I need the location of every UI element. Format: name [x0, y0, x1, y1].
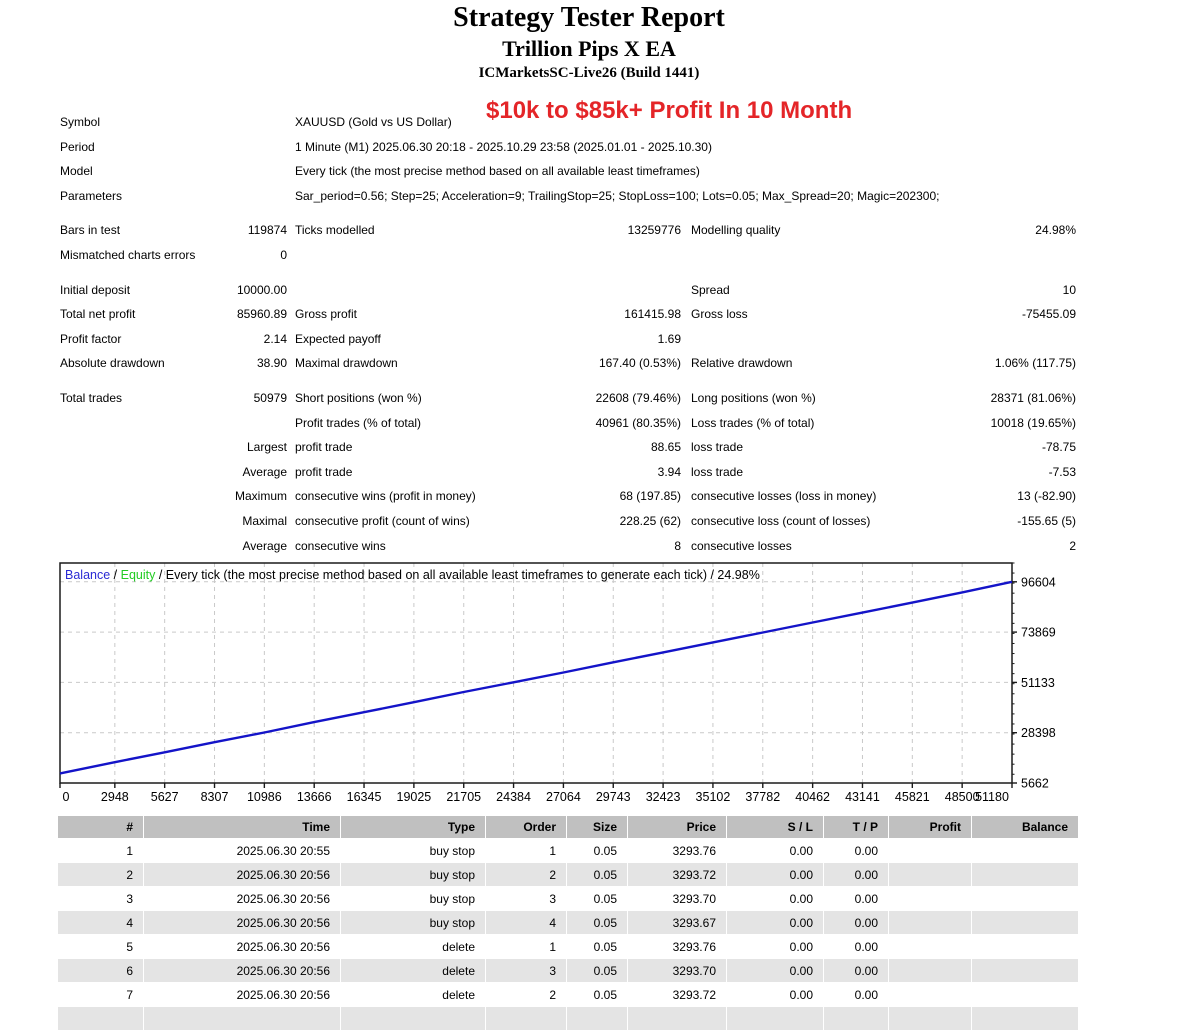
balance-line: [60, 582, 1012, 774]
y-axis-label: 51133: [1021, 675, 1055, 690]
stat-value-wide: 1 Minute (M1) 2025.06.30 20:18 - 2025.10.29 23:58 (2025.01.01 - 2025.10.30): [295, 139, 712, 154]
orders-column-header: Time: [144, 816, 340, 838]
x-axis-label: 48500: [944, 790, 980, 804]
stats-row: [60, 411, 1076, 436]
order-cell: [972, 983, 1078, 1006]
stat-value: 119874: [247, 223, 287, 238]
order-cell: 2: [58, 863, 143, 886]
stat-value: 10018 (19.65%): [990, 415, 1076, 430]
order-cell: [58, 1007, 143, 1030]
x-axis-label: 43141: [845, 790, 880, 804]
order-cell: 3293.76: [672, 939, 716, 954]
stat-label: Long positions (won %): [691, 390, 816, 405]
stat-label: loss trade: [691, 464, 744, 479]
stat-label: consecutive profit (count of wins): [295, 513, 470, 528]
stat-label: consecutive losses: [691, 538, 792, 553]
stat-value: 0: [280, 247, 287, 262]
order-cell: 5: [126, 939, 133, 954]
order-cell: buy stop: [341, 911, 485, 934]
order-cell: 0.00: [824, 863, 888, 886]
order-cell: 3: [486, 959, 566, 982]
stat-label: Total net profit: [60, 307, 136, 322]
stat-value: 13 (-82.90): [1017, 489, 1076, 504]
stat-label: consecutive wins (profit in money): [295, 489, 476, 504]
order-cell: 2025.06.30 20:55: [236, 843, 330, 858]
order-cell: 0.00: [824, 959, 888, 982]
order-cell: 3: [549, 891, 556, 906]
stat-label: profit trade: [295, 464, 353, 479]
x-axis-label: 0: [62, 790, 70, 804]
stats-row: [60, 484, 1076, 509]
stat-label: Ticks modelled: [295, 223, 375, 238]
stat-label-right: Average: [242, 464, 287, 479]
y-axis-label: 73869: [1021, 625, 1056, 640]
stat-label: Parameters: [60, 188, 123, 203]
stat-value: 85960.89: [236, 307, 287, 322]
legend-equity: Equity: [120, 568, 156, 582]
order-cell: [972, 935, 1078, 958]
order-cell: [628, 1007, 726, 1030]
stats-row: [60, 218, 1076, 243]
stat-label-right: Maximal: [242, 513, 287, 528]
order-cell: [889, 887, 971, 910]
order-cell: 4: [58, 911, 143, 934]
order-cell: 2025.06.30 20:56: [144, 863, 340, 886]
legend-separator: /: [110, 568, 121, 582]
chart-border: [60, 563, 1012, 783]
legend-description: Every tick (the most precise method based on all available least timeframes to generate each tick) / 24.98%: [165, 568, 760, 582]
order-row: [58, 839, 1078, 862]
stat-value: 38.90: [256, 356, 287, 371]
stat-value: -75455.09: [1021, 307, 1076, 322]
order-cell: 0.05: [593, 987, 617, 1002]
stat-value: 13259776: [627, 223, 681, 238]
balance-chart: [0, 558, 1178, 804]
order-cell: 2025.06.30 20:56: [236, 939, 330, 954]
stats-row: [60, 351, 1076, 376]
stat-value: 10000.00: [236, 282, 287, 297]
order-cell: 2: [486, 863, 566, 886]
stat-label: Expected payoff: [295, 331, 381, 346]
x-axis-label: 10986: [246, 790, 282, 804]
x-axis-label: 2948: [100, 790, 129, 804]
stat-label: loss trade: [691, 440, 744, 455]
order-cell: delete: [442, 987, 475, 1002]
stat-value: 3.94: [657, 464, 681, 479]
order-cell: [486, 1007, 566, 1030]
orders-column-header: Profit: [889, 816, 971, 838]
order-cell: [889, 983, 971, 1006]
stat-label-right: Average: [242, 538, 287, 553]
order-cell: 0.00: [789, 939, 813, 954]
x-axis-label: 16345: [346, 790, 382, 804]
order-cell: [972, 839, 1078, 862]
x-axis-label: 5627: [150, 790, 179, 804]
order-cell: delete: [442, 939, 475, 954]
order-row: [58, 959, 1078, 982]
order-row: [58, 935, 1078, 958]
stat-value: 50979: [253, 390, 287, 405]
order-cell: 0.00: [727, 911, 823, 934]
order-cell: 3293.72: [628, 863, 726, 886]
orders-header-row: [58, 816, 1078, 838]
order-cell: 3293.70: [628, 959, 726, 982]
order-cell: [567, 1007, 627, 1030]
stat-value: 40961 (80.35%): [595, 415, 681, 430]
stat-label-right: Largest: [246, 440, 287, 455]
stat-label: Absolute drawdown: [60, 356, 165, 371]
order-cell: 0.05: [567, 863, 627, 886]
stats-row: [60, 327, 1076, 352]
stat-label: Spread: [691, 282, 730, 297]
stats-row: [60, 386, 1076, 411]
stats-row: [60, 159, 1076, 184]
stat-label: Period: [60, 139, 95, 154]
x-axis-label: 19025: [396, 790, 432, 804]
order-row: [58, 983, 1078, 1006]
stat-label: Profit trades (% of total): [295, 415, 422, 430]
stat-value: -7.53: [1048, 464, 1076, 479]
stats-row: [60, 509, 1076, 534]
order-cell: 2025.06.30 20:56: [236, 891, 330, 906]
stats-row: [60, 243, 1076, 268]
orders-column-header: #: [58, 816, 143, 838]
stat-value: -78.75: [1041, 440, 1076, 455]
orders-column-header: Price: [628, 816, 726, 838]
stat-value: 10: [1062, 282, 1076, 297]
stat-value: 68 (197.85): [619, 489, 681, 504]
chart-legend: [65, 567, 760, 583]
stat-value: 24.98%: [1035, 223, 1076, 238]
x-axis-label: 51180: [975, 790, 1009, 804]
stat-label: Model: [60, 164, 93, 179]
order-cell: 0.00: [824, 911, 888, 934]
stat-value: -155.65 (5): [1017, 513, 1076, 528]
stat-label: Gross profit: [295, 307, 358, 322]
orders-column-header: T / P: [824, 816, 888, 838]
x-axis-label: 24384: [496, 790, 531, 804]
stat-label: Short positions (won %): [295, 390, 422, 405]
order-cell: buy stop: [341, 863, 485, 886]
stat-label: Gross loss: [691, 307, 748, 322]
order-cell: 3: [126, 891, 133, 906]
stat-label: Modelling quality: [691, 223, 781, 238]
order-cell: 0.00: [854, 891, 878, 906]
stat-label: Symbol: [60, 115, 101, 129]
order-cell: buy stop: [429, 843, 475, 858]
order-cell: 1: [549, 939, 556, 954]
y-axis-label: 96604: [1021, 575, 1056, 590]
stat-value: 2: [1069, 538, 1076, 553]
order-cell: 0.00: [854, 843, 878, 858]
orders-column-header: Type: [341, 816, 485, 838]
stat-value: 1.69: [657, 331, 681, 346]
x-axis-label: 40462: [795, 790, 831, 804]
order-cell: 0.00: [789, 987, 813, 1002]
stat-label: Profit factor: [60, 331, 122, 346]
order-cell: [889, 959, 971, 982]
stat-value-wide: Every tick (the most precise method based on all available least timeframes): [295, 164, 700, 179]
order-cell: 0.00: [854, 939, 878, 954]
promo-banner-text: $10k to $85k+ Profit In 10 Month: [486, 97, 853, 124]
stat-value: 88.65: [650, 440, 681, 455]
orders-column-header: Order: [486, 816, 566, 838]
order-cell: [824, 1007, 888, 1030]
order-cell: 3293.70: [672, 891, 716, 906]
orders-column-header: Size: [567, 816, 627, 838]
order-cell: [889, 1007, 971, 1030]
stats-row: [60, 302, 1076, 327]
x-axis-label: 35102: [695, 790, 731, 804]
x-axis-label: 45821: [894, 790, 930, 804]
order-cell: [889, 839, 971, 862]
order-cell: 6: [58, 959, 143, 982]
order-row-partial: [58, 1007, 1078, 1030]
server-build: ICMarketsSC-Live26 (Build 1441): [478, 65, 700, 81]
order-cell: buy stop: [429, 891, 475, 906]
stats-row: [60, 460, 1076, 485]
stat-value: 1.06% (117.75): [994, 356, 1076, 371]
order-row: [58, 887, 1078, 910]
order-cell: 2025.06.30 20:56: [144, 959, 340, 982]
orders-column-header: S / L: [727, 816, 823, 838]
order-cell: [144, 1007, 340, 1030]
stat-label: Bars in test: [60, 223, 121, 238]
stat-label: consecutive losses (loss in money): [691, 489, 877, 504]
report-title: Strategy Tester Report: [453, 2, 725, 33]
stat-value: 8: [674, 538, 681, 553]
order-cell: delete: [341, 959, 485, 982]
stat-label: Mismatched charts errors: [60, 247, 196, 262]
order-cell: 2: [549, 987, 556, 1002]
order-cell: 7: [126, 987, 133, 1002]
stats-row: [60, 184, 1076, 209]
y-axis-label: 5662: [1021, 776, 1049, 791]
orders-table: [57, 815, 1079, 1031]
order-cell: [889, 863, 971, 886]
order-cell: 0.00: [727, 863, 823, 886]
order-cell: 1: [126, 843, 133, 858]
order-cell: 3293.76: [672, 843, 716, 858]
statistics-section: [60, 110, 1076, 558]
order-cell: 0.05: [593, 939, 617, 954]
x-axis-label: 27064: [546, 790, 581, 804]
order-cell: 0.00: [789, 891, 813, 906]
stat-value: 2.14: [263, 331, 287, 346]
stat-label: consecutive loss (count of losses): [691, 513, 871, 528]
stat-value: 28371 (81.06%): [990, 390, 1076, 405]
stats-row: [60, 278, 1076, 303]
stat-label: Initial deposit: [60, 282, 131, 297]
order-cell: 0.00: [854, 987, 878, 1002]
legend-separator2: /: [155, 568, 166, 582]
x-axis-label: 8307: [200, 790, 229, 804]
stat-value-wide: XAUUSD (Gold vs US Dollar): [295, 115, 452, 129]
order-cell: 3293.67: [628, 911, 726, 934]
stat-label-right: Maximum: [234, 489, 287, 504]
order-cell: [889, 911, 971, 934]
order-cell: 3293.72: [672, 987, 716, 1002]
order-cell: 4: [486, 911, 566, 934]
order-cell: 0.05: [567, 959, 627, 982]
stat-label: Maximal drawdown: [295, 356, 398, 371]
x-axis-label: 21705: [446, 790, 482, 804]
x-axis-label: 37782: [745, 790, 781, 804]
stats-row: [60, 110, 1076, 135]
stats-row: [60, 135, 1076, 160]
order-cell: [972, 1007, 1078, 1030]
stat-label: Loss trades (% of total): [691, 415, 815, 430]
order-cell: [972, 911, 1078, 934]
x-axis-label: 29743: [595, 790, 631, 804]
order-cell: 0.05: [593, 843, 617, 858]
order-cell: 0.00: [789, 843, 813, 858]
order-cell: [727, 1007, 823, 1030]
order-cell: [341, 1007, 485, 1030]
stat-value: 167.40 (0.53%): [598, 356, 681, 371]
orders-column-header: Balance: [972, 816, 1078, 838]
order-cell: [972, 863, 1078, 886]
x-axis-label: 32423: [645, 790, 681, 804]
order-cell: 0.05: [567, 911, 627, 934]
stats-row: [60, 435, 1076, 460]
legend-balance: Balance: [65, 568, 111, 582]
y-axis-label: 28398: [1021, 726, 1056, 741]
stats-row: [60, 534, 1076, 559]
order-cell: 0.00: [727, 959, 823, 982]
order-cell: [972, 887, 1078, 910]
stat-label: profit trade: [295, 440, 353, 455]
order-row: [58, 863, 1078, 886]
ea-name: Trillion Pips X EA: [502, 36, 676, 61]
stat-value: 22608 (79.46%): [595, 390, 681, 405]
balance-chart-canvas: [0, 558, 1178, 804]
order-cell: [972, 959, 1078, 982]
order-cell: 2025.06.30 20:56: [236, 987, 330, 1002]
stat-label: Relative drawdown: [691, 356, 793, 371]
stat-value: 161415.98: [624, 307, 681, 322]
stat-value: 228.25 (62): [619, 513, 681, 528]
stat-label: Total trades: [60, 390, 123, 405]
order-cell: 1: [549, 843, 556, 858]
order-cell: 0.05: [593, 891, 617, 906]
order-row: [58, 911, 1078, 934]
stat-label: consecutive wins: [295, 538, 386, 553]
order-cell: [889, 935, 971, 958]
order-cell: 2025.06.30 20:56: [144, 911, 340, 934]
x-axis-label: 13666: [296, 790, 332, 804]
stat-value-wide: Sar_period=0.56; Step=25; Acceleration=9; TrailingStop=25; StopLoss=100; Lots=0.05; Max_Spread=20; Magic=202300;: [295, 188, 940, 203]
